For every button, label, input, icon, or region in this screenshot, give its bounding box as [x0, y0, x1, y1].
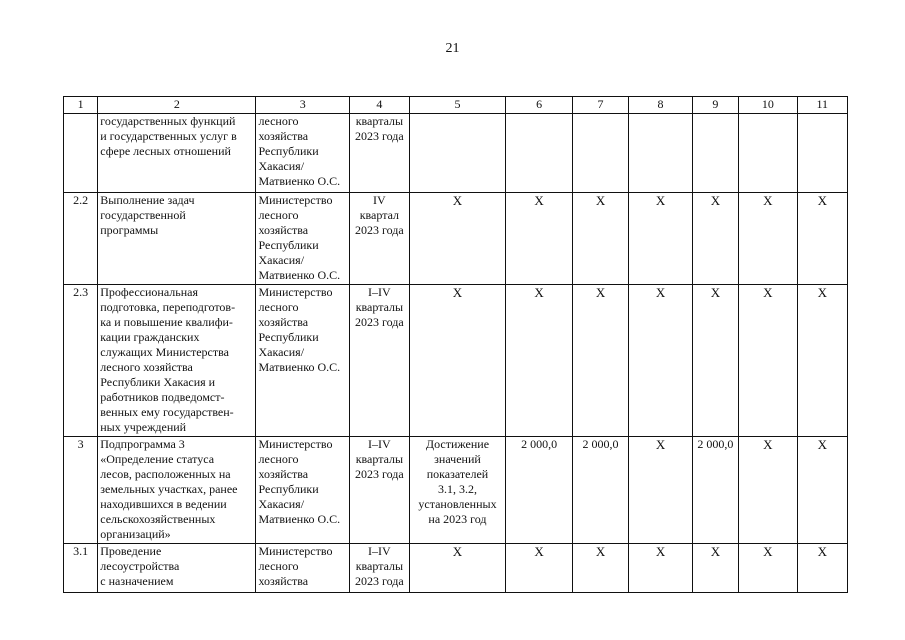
row-executor: Министерство лесного хозяйства Республики Хакасия/ Матвиенко О.С.	[256, 193, 350, 285]
row-number: 2.3	[64, 285, 98, 437]
row-cell: X	[629, 285, 692, 437]
row-cell: X	[739, 544, 797, 593]
row-amount: 2 000,0	[506, 437, 573, 544]
table-row	[64, 285, 848, 437]
column-header: 1	[64, 97, 98, 114]
row-period: I–IV кварталы 2023 года	[350, 544, 409, 593]
row-cell: X	[739, 285, 797, 437]
row-cell: X	[572, 544, 628, 593]
row-number: 2.2	[64, 193, 98, 285]
row-number: 3	[64, 437, 98, 544]
column-header: 6	[506, 97, 573, 114]
row-cell: X	[629, 544, 692, 593]
row-period: I–IV кварталы 2023 года	[350, 437, 409, 544]
row-executor: Министерство лесного хозяйства Республики Хакасия/ Матвиенко О.С.	[256, 437, 350, 544]
column-number-row	[64, 97, 848, 114]
row-cell	[692, 114, 738, 193]
row-cell: X	[797, 544, 847, 593]
column-header: 4	[350, 97, 409, 114]
column-header: 5	[409, 97, 506, 114]
row-cell: X	[797, 193, 847, 285]
row-cell: X	[692, 544, 738, 593]
row-period: кварталы 2023 года	[350, 114, 409, 193]
table-row	[64, 544, 848, 593]
row-cell: X	[506, 193, 573, 285]
row-cell	[506, 114, 573, 193]
column-header: 8	[629, 97, 692, 114]
row-cell: X	[692, 285, 738, 437]
column-header: 9	[692, 97, 738, 114]
row-cell: X	[629, 193, 692, 285]
row-cell: X	[797, 437, 847, 544]
column-header: 7	[572, 97, 628, 114]
row-name: государственных функций и государственных услуг в сфере лесных отношений	[98, 114, 256, 193]
row-name: Проведение лесоустройства с назначением	[98, 544, 256, 593]
row-cell: X	[409, 544, 506, 593]
row-cell: X	[572, 285, 628, 437]
table-row	[64, 437, 848, 544]
row-executor: лесного хозяйства Республики Хакасия/ Матвиенко О.С.	[256, 114, 350, 193]
row-cell: X	[409, 193, 506, 285]
plan-table	[63, 96, 848, 593]
column-header: 11	[797, 97, 847, 114]
column-header: 2	[98, 97, 256, 114]
row-number: 3.1	[64, 544, 98, 593]
row-cell	[409, 114, 506, 193]
row-name: Профессиональная подготовка, переподготов- ка и повышение квалифи- кации гражданских служащих Министерства лесного хозяйства Республики Хакасия и работников подведомст- венных ему государствен- ных учреждений	[98, 285, 256, 437]
row-cell	[572, 114, 628, 193]
row-executor: Министерство лесного хозяйства	[256, 544, 350, 593]
row-cell: X	[797, 285, 847, 437]
row-cell: X	[739, 437, 797, 544]
row-number	[64, 114, 98, 193]
row-amount: 2 000,0	[572, 437, 628, 544]
row-cell: X	[506, 544, 573, 593]
row-cell: X	[409, 285, 506, 437]
row-executor: Министерство лесного хозяйства Республики Хакасия/ Матвиенко О.С.	[256, 285, 350, 437]
column-header: 3	[256, 97, 350, 114]
row-cell: X	[629, 437, 692, 544]
row-target-text: Достижение значений показателей 3.1, 3.2, установленных на 2023 год	[409, 437, 506, 544]
table-row	[64, 114, 848, 193]
row-amount: 2 000,0	[692, 437, 738, 544]
row-name: Подпрограмма 3 «Определение статуса лесов, расположенных на земельных участках, ранее находившихся в ведении сельскохозяйственных организаций»	[98, 437, 256, 544]
row-period: I–IV кварталы 2023 года	[350, 285, 409, 437]
row-cell: X	[692, 193, 738, 285]
row-cell	[797, 114, 847, 193]
table-row	[64, 193, 848, 285]
row-cell: X	[572, 193, 628, 285]
column-header: 10	[739, 97, 797, 114]
row-cell: X	[739, 193, 797, 285]
row-cell: X	[506, 285, 573, 437]
page-number: 21	[445, 41, 460, 56]
row-period: IV квартал 2023 года	[350, 193, 409, 285]
row-name: Выполнение задач государственной программы	[98, 193, 256, 285]
row-cell	[629, 114, 692, 193]
row-cell	[739, 114, 797, 193]
